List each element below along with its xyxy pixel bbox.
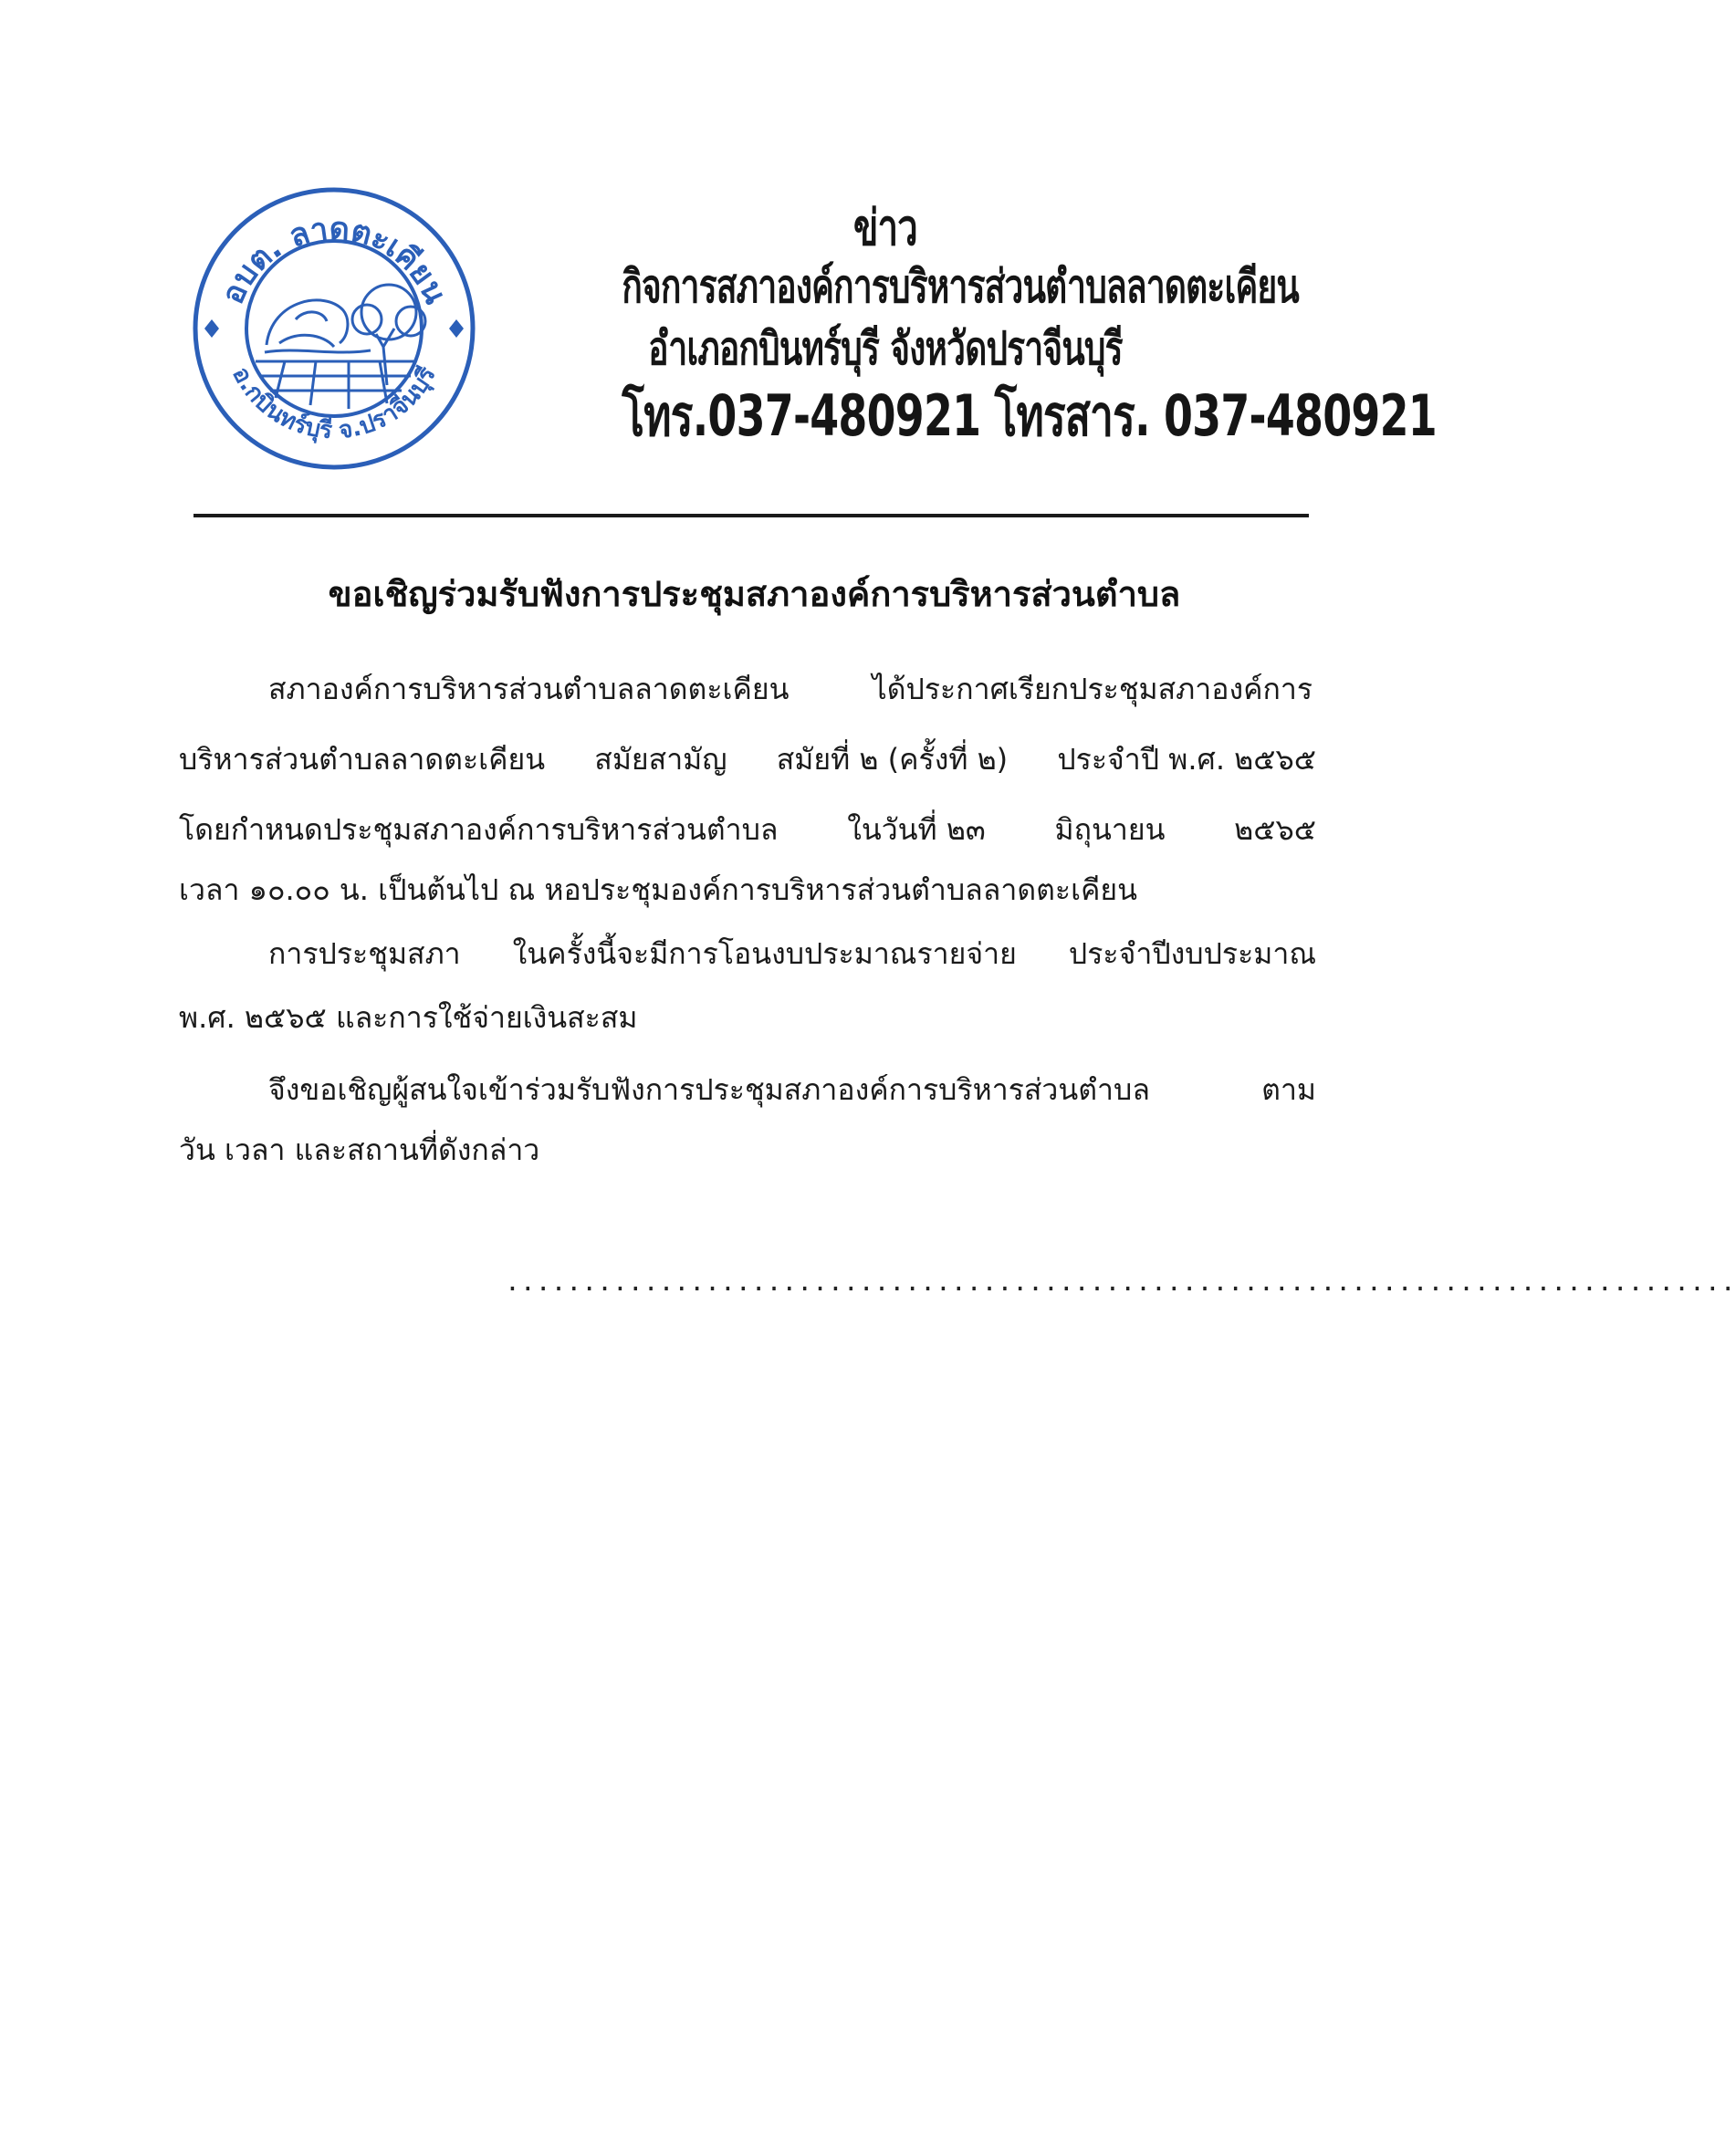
para2-line1-segment: ประจำปีงบประมาณ xyxy=(1068,936,1316,971)
para1-line1-segment: ได้ประกาศเรียกประชุมสภาองค์การ xyxy=(872,672,1312,706)
para1-line2 xyxy=(179,741,1316,778)
para1-line1-segment: สภาองค์การบริหารส่วนตำบลลาดตะเคียน xyxy=(268,672,790,706)
para1-line2-segment: ประจำปี พ.ศ. ๒๕๖๕ xyxy=(1057,742,1316,777)
para2-line1-segment: การประชุมสภา xyxy=(268,936,461,971)
seal-bottom-text: อ.กบินทร์บุรี จ.ปราจีนบุรี xyxy=(226,362,442,445)
document-title: ขอเชิญร่วมรับฟังการประชุมสภาองค์การบริหารส่วนตำบล xyxy=(328,574,1181,614)
para3-line1-segment: ตาม xyxy=(1261,1072,1316,1107)
para2-line2: พ.ศ. ๒๕๖๕ และการใช้จ่ายเงินสะสม xyxy=(179,1000,638,1035)
para1-line2-segment: สมัยสามัญ xyxy=(594,742,727,777)
para3-line2: วัน เวลา และสถานที่ดังกล่าว xyxy=(179,1132,540,1167)
organization-name: กิจการสภาองค์การบริหารส่วนตำบลลาดตะเคียน xyxy=(622,260,1299,313)
para1-line4: เวลา ๑๐.๐๐ น. เป็นต้นไป ณ หอประชุมองค์การบริหารส่วนตำบลลาดตะเคียน xyxy=(179,872,1138,907)
para1-line3-segment: โดยกำหนดประชุมสภาองค์การบริหารส่วนตำบล xyxy=(179,812,779,847)
para3-line1 xyxy=(268,1071,1316,1108)
news-label: ข่าว xyxy=(853,199,917,256)
svg-text:อบต. ลาดตะเคียน xyxy=(214,211,454,309)
para2-line1-segment: ในครั้งนี้จะมีการโอนงบประมาณรายจ่าย xyxy=(512,936,1017,971)
para3-line1-segment: จึงขอเชิญผู้สนใจเข้าร่วมรับฟังการประชุมสภาองค์การบริหารส่วนตำบล xyxy=(268,1072,1150,1107)
para1-line3-segment: ๒๕๖๕ xyxy=(1234,812,1316,847)
district-province: อำเภอกบินทร์บุรี จังหวัดปราจีนบุรี xyxy=(648,322,1123,375)
letterhead-heading xyxy=(622,199,1437,453)
header-divider xyxy=(193,514,1309,517)
para1-line3-segment: ในวันที่ ๒๓ xyxy=(847,812,986,847)
seal-top-text: อบต. ลาดตะเคียน xyxy=(214,210,455,310)
para1-line1 xyxy=(268,671,1312,707)
para1-line2-segment: สมัยที่ ๒ (ครั้งที่ ๒) xyxy=(776,742,1009,777)
para1-line3-segment: มิถุนายน xyxy=(1054,812,1166,847)
para1-line3 xyxy=(179,811,1316,848)
contact-phone-fax: โทร.037-480921 โทรสาร. 037-480921 xyxy=(622,382,1437,449)
para2-line1 xyxy=(268,935,1316,972)
closing-dotted-line: ................................................................................ xyxy=(505,1267,1736,1297)
para1-line2-segment: บริหารส่วนตำบลลาดตะเคียน xyxy=(179,742,546,777)
organization-seal-logo xyxy=(188,183,480,475)
